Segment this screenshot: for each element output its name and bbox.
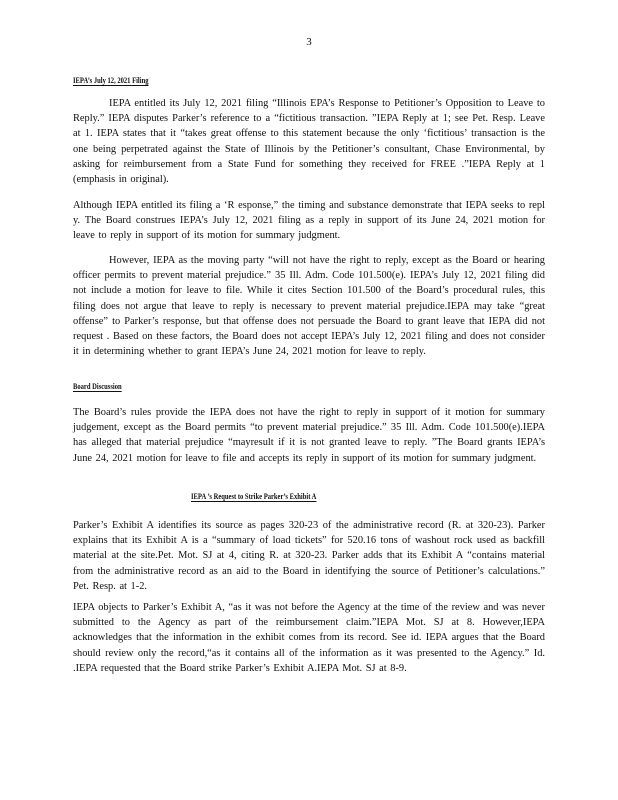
paragraph-exhibit-a-2: IEPA objects to Parker’s Exhibit A, “as it was not before the Agency at the time of the review and was never submitted to the Agency as part of the reimbursement claim.”IEPA Mot. SJ at 8. However,IEPA acknowledges that the information in the exhibit comes from its record. See id. IEPA argues that the Board should review only the record,“as it contains all of the information as it was presented to the Agency.” Id. .IEPA requested that the Board strike Parker’s Exhibit A.IEPA Mot. SJ at 8-9. — [73, 602, 545, 674]
section-heading-request-to-strike: IEPA ’s Request to Strike Parker’s Exhibit A — [191, 492, 317, 501]
paragraph-board-discussion: The Board’s rules provide the IEPA does not have the right to reply in support of it motion for summary judgement, except as the Board permits “to prevent material prejudice.” 35 Ill. Adm. Code 101.500(e).IEPA has alleged that material prejudice “mayresult if it is not granted leave to reply. ”The Board grants IEPA’s June 24, 2021 motion for leave to file and accepts its reply in support of its motion for summary judgment. — [73, 407, 545, 464]
paragraph-iepa-filing-2: Although IEPA entitled its filing a ‘R esponse,” the timing and substance demonstrate that IEPA seeks to repl y. The Board construes IEPA’s July 12, 2021 filing as a reply in support of its June 24, 2021 motion for leave to reply in support of its motion for summary judgment. — [73, 200, 545, 242]
page-number: 3 — [306, 36, 312, 48]
section-heading-board-discussion: Board Discussion — [73, 382, 122, 391]
section-heading-iepa-filing: IEPA’s July 12, 2021 Filing — [73, 76, 149, 85]
paragraph-exhibit-a-1: Parker’s Exhibit A identifies its source as pages 320-23 of the administrative record (R. at 320-23). Parker explains that its Exhibit A is a “summary of load tickets” for 520.16 tons of washout rock used as backfill material at the site.Pet. Mot. SJ at 4, citing R. at 320-23. Parker adds that its Exhibit A “contains material from the administrative record as an aid to the Board in identifying the source of Petitioner’s calculations.” Pet. Resp. at 1-2. — [73, 520, 545, 592]
paragraph-iepa-filing-3: However, IEPA as the moving party “will not have the right to reply, except as the Board or hearing officer permits to prevent material prejudice.” 35 Ill. Adm. Code 101.500(e). IEPA’s July 12, 2021 filing did not include a motion for leave to file. While it cites Section 101.500 of the Board’s procedural rules, this filing does not argue that leave to reply is necessary to prevent material prejudice.IEPA may take “great offense” to Parker’s response, but that offense does not persuade the Board to grant leave that IEPA did not request . Based on these factors, the Board does not accept IEPA’s July 12, 2021 filing and does not consider it in determining whether to grant IEPA’s June 24, 2021 motion for leave to reply. — [73, 255, 545, 358]
paragraph-iepa-filing-1: IEPA entitled its July 12, 2021 filing “Illinois EPA’s Response to Petitioner’s Opposition to Leave to Reply.” IEPA disputes Parker’s reference to a “fictitious transaction. ”IEPA Reply at 1; see Pet. Resp. Leave at 1. IEPA states that it “takes great offense to this statement because the only ‘fictitious’ transaction is the one being perpetrated against the State of Illinois by the Petitioner’s consultant, Chase Environmental, by asking for reimbursement from a State Fund for something they received for FREE .”IEPA Reply at 1 (emphasis in original). — [73, 98, 545, 186]
